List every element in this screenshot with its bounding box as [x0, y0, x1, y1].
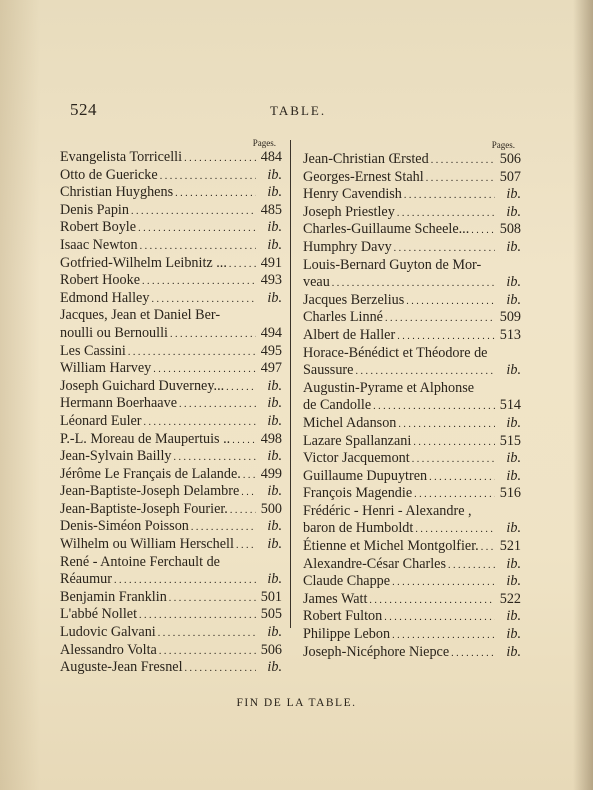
entry-page: ib. [506, 573, 521, 590]
table-entry [303, 397, 521, 415]
dot-leader [236, 536, 256, 555]
table-entry [60, 149, 282, 167]
table-entry [303, 257, 521, 275]
dot-leader [397, 327, 495, 346]
table-entry [60, 343, 282, 361]
table-entry [60, 483, 282, 501]
table-entry [303, 485, 521, 503]
table-entry [60, 255, 282, 273]
entry-name: Joseph-Nicéphore Niepce [303, 643, 450, 660]
table-entry [60, 307, 282, 325]
entry-page: ib. [267, 236, 282, 253]
page-number: 524 [70, 100, 97, 119]
table-entry [60, 659, 282, 677]
entry-name: Georges-Ernest Stahl [303, 168, 424, 185]
dot-leader [448, 556, 495, 575]
table-entry [60, 448, 282, 466]
end-of-table-text: FIN DE LA TABLE. [236, 697, 357, 709]
table-entry [60, 413, 282, 431]
table-entry [303, 503, 521, 521]
table-entry [303, 327, 521, 345]
dot-leader [142, 272, 256, 291]
entry-page: 495 [260, 342, 282, 359]
entry-page: ib. [267, 483, 282, 500]
table-entry [303, 345, 521, 363]
entry-page: 514 [499, 397, 521, 414]
entry-page: ib. [267, 536, 282, 553]
table-entry [303, 520, 521, 538]
entry-page: ib. [506, 186, 521, 203]
entry-name: Jacques, Jean et Daniel Ber- [60, 307, 221, 324]
dot-leader [384, 608, 495, 627]
entry-page: ib. [506, 643, 521, 660]
entry-page: ib. [267, 219, 282, 236]
dot-leader [241, 483, 256, 502]
table-entry [303, 362, 521, 380]
entry-name: Guillaume Dupuytren [303, 467, 428, 484]
entry-name: Jean-Christian Œrsted [303, 151, 429, 167]
entry-name: Ludovic Galvani [60, 624, 156, 641]
table-entry [303, 186, 521, 204]
table-entry [60, 589, 282, 607]
entry-name: Les Cassini [60, 342, 126, 359]
entry-name: L'abbé Nollet [60, 606, 138, 623]
dot-leader [355, 362, 495, 381]
entry-page: ib. [506, 362, 521, 379]
dot-leader [131, 202, 256, 221]
dot-leader [158, 624, 256, 643]
pages-label: Pages. [491, 140, 515, 150]
table-entry [303, 239, 521, 257]
entry-name: Robert Hooke [60, 272, 140, 289]
entry-page: 484 [260, 149, 282, 165]
table-entry [303, 204, 521, 222]
entry-page: 498 [260, 430, 282, 447]
pages-label: Pages. [252, 138, 276, 148]
entry-name: Lazare Spallanzani [303, 432, 412, 449]
entry-page: ib. [506, 450, 521, 467]
dot-leader [471, 221, 495, 240]
entry-name: William Harvey [60, 360, 152, 377]
entry-name: Isaac Newton [60, 236, 138, 253]
entry-name: de Candolle [303, 397, 372, 414]
dot-leader [481, 538, 495, 557]
dot-leader [414, 485, 495, 504]
table-entry [303, 591, 521, 609]
table-entry [60, 219, 282, 237]
dot-leader [415, 520, 495, 539]
entry-page: 515 [499, 432, 521, 449]
dot-leader [412, 450, 495, 469]
dot-leader [413, 433, 495, 452]
entry-page: ib. [506, 414, 521, 431]
dot-leader [226, 378, 256, 397]
entry-name: Philippe Lebon [303, 626, 391, 643]
entry-name: Claude Chappe [303, 573, 391, 590]
entry-page: 506 [499, 151, 521, 167]
entry-name: René - Antoine Ferchault de [60, 553, 220, 570]
entry-name: Jean-Baptiste-Joseph Delambre [60, 483, 240, 500]
table-entry [303, 415, 521, 433]
entry-name: Otto de Guericke [60, 166, 158, 183]
entry-page: ib. [506, 520, 521, 537]
entry-page: ib. [506, 608, 521, 625]
dot-leader [230, 501, 256, 520]
entry-name: Jean-Sylvain Bailly [60, 448, 172, 465]
entry-name: Christian Huyghens [60, 184, 174, 201]
entry-page: 499 [260, 465, 282, 482]
dot-leader [169, 589, 256, 608]
dot-leader [139, 606, 256, 625]
entry-page: ib. [267, 624, 282, 641]
entry-page: 516 [499, 485, 521, 502]
entry-page: 485 [260, 201, 282, 218]
table-entry [60, 395, 282, 413]
entry-page: 493 [260, 272, 282, 289]
table-entry [60, 518, 282, 536]
entry-page: ib. [506, 238, 521, 255]
entry-page: ib. [267, 448, 282, 465]
dot-leader [128, 343, 256, 362]
entry-name: Jérôme Le Français de Lalande. [60, 465, 241, 482]
entry-name: Horace-Bénédict et Théodore de [303, 344, 488, 361]
entry-name: P.-L. Moreau de Maupertuis .. [60, 430, 231, 447]
entry-page: ib. [506, 467, 521, 484]
entry-name: Joseph Guichard Duverney... [60, 377, 225, 394]
dot-leader [243, 466, 256, 485]
entry-page: ib. [267, 571, 282, 588]
table-entry [303, 450, 521, 468]
table-entry [303, 608, 521, 626]
entry-name: Henry Cavendish [303, 186, 402, 203]
table-entry [60, 272, 282, 290]
dot-leader [175, 184, 256, 203]
table-entry [303, 274, 521, 292]
entry-page: 506 [260, 641, 282, 658]
entry-page: ib. [506, 274, 521, 291]
right-column [303, 140, 521, 661]
entry-name: Jacques Berzelius [303, 291, 405, 308]
table-entry [303, 221, 521, 239]
entry-page: ib. [267, 184, 282, 201]
entry-page: ib. [506, 626, 521, 643]
entry-page: 497 [260, 360, 282, 377]
entry-name: veau [303, 274, 330, 291]
dot-leader [426, 169, 495, 188]
table-entry [60, 536, 282, 554]
dot-leader [404, 186, 495, 205]
dot-leader [138, 219, 256, 238]
entry-name: Evangelista Torricelli [60, 149, 183, 165]
dot-leader [191, 518, 256, 537]
entry-name: François Magendie [303, 485, 413, 502]
table-entry [303, 292, 521, 310]
dot-leader [179, 395, 256, 414]
entry-page: 507 [499, 168, 521, 185]
dot-leader [451, 644, 495, 663]
entry-name: Étienne et Michel Montgolfier. [303, 538, 479, 555]
column-divider [290, 140, 291, 628]
left-column [60, 138, 282, 677]
entry-page: ib. [267, 166, 282, 183]
dot-leader [394, 239, 495, 258]
entry-page: ib. [267, 289, 282, 306]
entry-name: Auguste-Jean Fresnel [60, 659, 183, 676]
dot-leader [406, 292, 495, 311]
entry-name: Charles-Guillaume Scheele... [303, 221, 470, 238]
dot-leader [232, 431, 256, 450]
entry-page: 500 [260, 500, 282, 517]
entry-page: 521 [499, 538, 521, 555]
table-entry [60, 466, 282, 484]
entry-name: Hermann Boerhaave [60, 395, 177, 412]
entry-name: Edmond Halley [60, 289, 150, 306]
entry-page: ib. [267, 377, 282, 394]
running-title: TABLE. [270, 103, 327, 118]
entry-name: Denis-Siméon Poisson [60, 518, 189, 535]
dot-leader [114, 571, 256, 590]
entry-page: ib. [267, 412, 282, 429]
entry-name: Albert de Haller [303, 326, 396, 343]
dot-leader [160, 167, 256, 186]
entry-page: ib. [267, 518, 282, 535]
entry-name: Jean-Baptiste-Joseph Fourier. [60, 500, 228, 517]
table-entry [303, 433, 521, 451]
table-entry [60, 554, 282, 572]
entry-name: Humphry Davy [303, 238, 392, 255]
table-entry [60, 184, 282, 202]
dot-leader [397, 204, 495, 223]
entry-name: Alexandre-César Charles [303, 555, 446, 572]
table-entry [303, 573, 521, 591]
dot-leader [398, 415, 495, 434]
dot-leader [392, 626, 495, 645]
dot-leader [184, 149, 256, 168]
entry-page: ib. [267, 395, 282, 412]
dot-leader [174, 448, 256, 467]
page-header [0, 100, 593, 122]
entry-page: 508 [499, 221, 521, 238]
entry-name: Benjamin Franklin [60, 588, 167, 605]
entry-page: 509 [499, 309, 521, 326]
entry-name: Michel Adanson [303, 414, 397, 431]
entry-name: Gotfried-Wilhelm Leibnitz ... [60, 254, 227, 271]
dot-leader [159, 642, 256, 661]
entry-name: Augustin-Pyrame et Alphonse [303, 379, 475, 396]
left-entries-list [60, 149, 282, 677]
entry-name: Denis Papin [60, 201, 129, 218]
table-entry [60, 360, 282, 378]
table-entry [60, 167, 282, 185]
table-entry [303, 626, 521, 644]
table-entry [60, 325, 282, 343]
dot-leader [369, 591, 495, 610]
dot-leader [144, 413, 256, 432]
entry-page: 491 [260, 254, 282, 271]
dot-leader [229, 255, 256, 274]
entry-name: Joseph Priestley [303, 203, 395, 220]
entry-page: ib. [506, 203, 521, 220]
entry-page: 505 [260, 606, 282, 623]
table-entry [60, 501, 282, 519]
entry-name: Frédéric - Henri - Alexandre , [303, 502, 472, 519]
dot-leader [151, 290, 256, 309]
table-entry [60, 624, 282, 642]
dot-leader [140, 237, 256, 256]
entry-page: ib. [506, 555, 521, 572]
entry-page: 513 [499, 326, 521, 343]
table-entry [60, 290, 282, 308]
table-entry [60, 202, 282, 220]
entry-page: 501 [260, 588, 282, 605]
dot-leader [332, 274, 495, 293]
table-entry [303, 309, 521, 327]
dot-leader [385, 309, 495, 328]
entry-name: baron de Humboldt [303, 520, 414, 537]
dot-leader [392, 573, 495, 592]
entry-name: Saussure [303, 362, 354, 379]
entry-name: Réaumur [60, 571, 113, 588]
entry-name: Léonard Euler [60, 412, 142, 429]
entry-page: 494 [260, 324, 282, 341]
table-entry [303, 151, 521, 169]
table-entry [60, 431, 282, 449]
dot-leader [431, 151, 495, 170]
entry-name: Victor Jacquemont [303, 450, 410, 467]
table-entry [303, 644, 521, 662]
table-entry [303, 380, 521, 398]
dot-leader [373, 397, 495, 416]
dot-leader [429, 468, 495, 487]
entry-name: Louis-Bernard Guyton de Mor- [303, 256, 482, 273]
dot-leader [185, 659, 256, 678]
right-entries-list [303, 151, 521, 661]
entry-name: Wilhelm ou William Herschell [60, 536, 234, 553]
table-entry [60, 571, 282, 589]
dot-leader [170, 325, 256, 344]
entry-name: Robert Fulton [303, 608, 383, 625]
table-entry [60, 237, 282, 255]
dot-leader [153, 360, 256, 379]
entry-name: Charles Linné [303, 309, 383, 326]
table-entry [303, 468, 521, 486]
entry-name: James Watt [303, 590, 368, 607]
entry-page: 522 [499, 590, 521, 607]
table-entry [303, 169, 521, 187]
table-entry [303, 538, 521, 556]
table-entry [60, 378, 282, 396]
table-entry [60, 642, 282, 660]
entry-page: ib. [506, 291, 521, 308]
table-entry [303, 556, 521, 574]
entry-name: Alessandro Volta [60, 641, 157, 658]
table-entry [60, 606, 282, 624]
entry-name: Robert Boyle [60, 219, 137, 236]
entry-name: noulli ou Bernoulli [60, 324, 168, 341]
entry-page: ib. [267, 659, 282, 676]
